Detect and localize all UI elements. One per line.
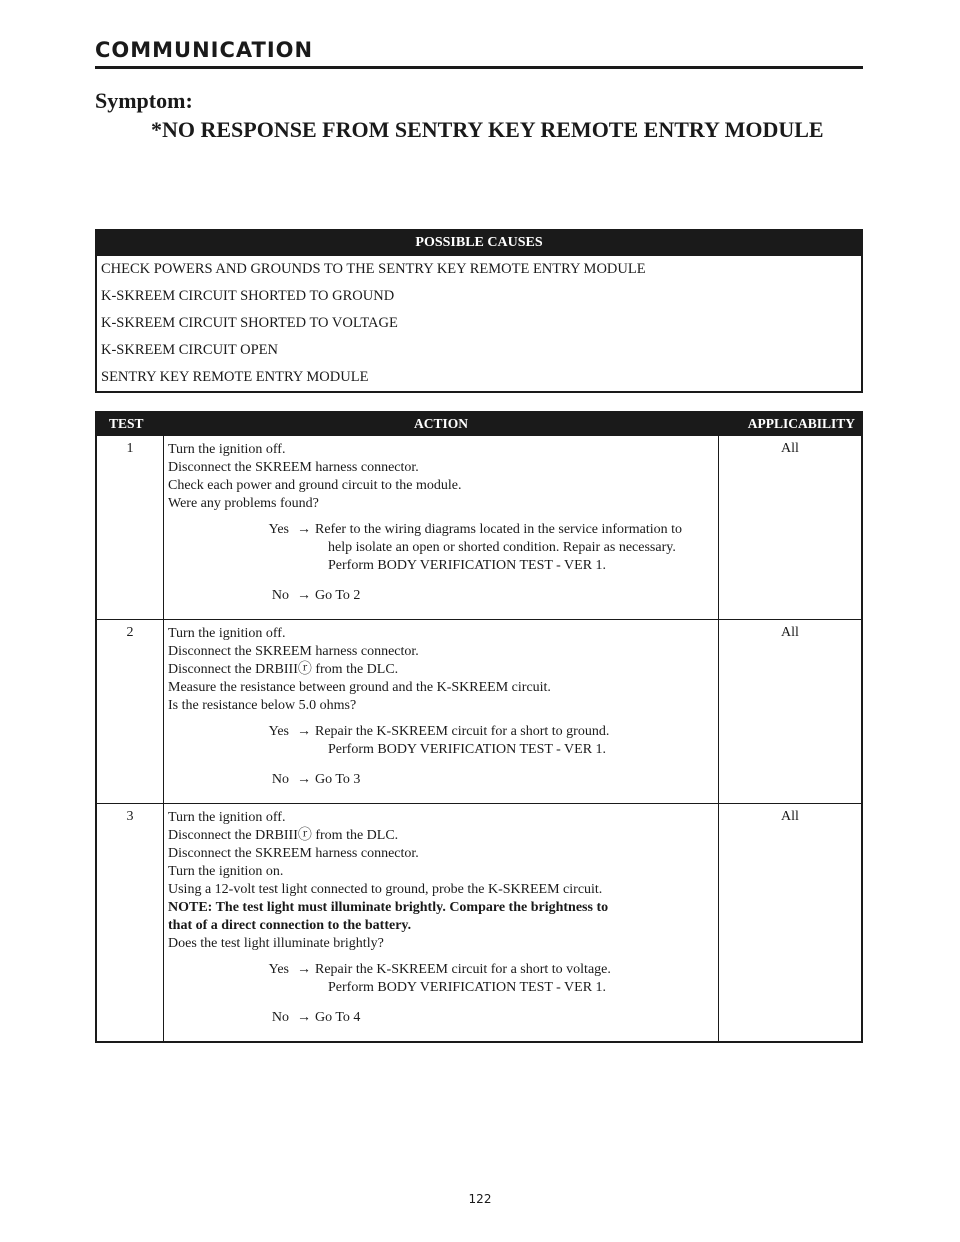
note-text: NOTE: The test light must illuminate brightly. Compare the brightness to xyxy=(168,900,609,915)
yes-response xyxy=(168,961,714,997)
yes-text: Repair the K-SKREEM circuit for a short to ground. xyxy=(315,724,610,739)
test-column-header: TEST xyxy=(109,416,144,431)
action-step: Turn the ignition off. xyxy=(168,626,286,641)
action-step: Disconnect the SKREEM harness connector. xyxy=(168,846,419,861)
test-row xyxy=(97,619,861,803)
test-number: 2 xyxy=(126,625,134,640)
cause-item: SENTRY KEY REMOTE ENTRY MODULE xyxy=(101,369,369,385)
yes-label: Yes xyxy=(268,724,289,739)
no-response xyxy=(168,771,714,789)
test-action xyxy=(163,620,719,803)
possible-causes-table xyxy=(95,229,863,393)
action-step: Disconnect the SKREEM harness connector. xyxy=(168,460,419,475)
test-row xyxy=(97,436,861,619)
page-number: 122 xyxy=(468,1192,492,1206)
action-question: Were any problems found? xyxy=(168,496,319,511)
test-action xyxy=(163,436,719,619)
action-step: Using a 12-volt test light connected to ground, probe the K-SKREEM circuit. xyxy=(168,882,603,897)
arrow-right-icon: → xyxy=(297,522,311,537)
action-step: Turn the ignition off. xyxy=(168,810,286,825)
yes-response xyxy=(168,521,714,575)
symptom-label: Symptom: xyxy=(95,88,193,113)
cause-item: K-SKREEM CIRCUIT SHORTED TO GROUND xyxy=(101,288,395,304)
cause-item: K-SKREEM CIRCUIT SHORTED TO VOLTAGE xyxy=(101,315,398,331)
yes-label: Yes xyxy=(268,522,289,537)
action-question: Is the resistance below 5.0 ohms? xyxy=(168,698,357,713)
no-text: Go To 3 xyxy=(315,772,361,787)
arrow-right-icon: → xyxy=(297,772,311,787)
arrow-right-icon: → xyxy=(297,1010,311,1025)
yes-text: Perform BODY VERIFICATION TEST - VER 1. xyxy=(328,980,607,995)
arrow-right-icon: → xyxy=(297,724,311,739)
yes-label: Yes xyxy=(268,962,289,977)
test-applicability: All xyxy=(781,809,799,824)
no-label: No xyxy=(271,1010,289,1025)
action-step: Disconnect the DRBIIIⓡ from the DLC. xyxy=(168,662,399,677)
test-table xyxy=(95,411,863,1043)
yes-text: Repair the K-SKREEM circuit for a short to voltage. xyxy=(315,962,611,977)
arrow-right-icon: → xyxy=(297,588,311,603)
possible-causes-header: POSSIBLE CAUSES xyxy=(97,229,861,256)
test-applicability: All xyxy=(781,625,799,640)
note-text: that of a direct connection to the battery. xyxy=(168,918,412,933)
no-label: No xyxy=(271,588,289,603)
test-number: 3 xyxy=(126,809,134,824)
applicability-column-header: APPLICABILITY xyxy=(747,416,855,431)
test-table-header xyxy=(97,411,861,436)
no-label: No xyxy=(271,772,289,787)
yes-text: Perform BODY VERIFICATION TEST - VER 1. xyxy=(328,742,607,757)
arrow-right-icon: → xyxy=(297,962,311,977)
action-step: Disconnect the SKREEM harness connector. xyxy=(168,644,419,659)
section-title: COMMUNICATION xyxy=(95,38,314,62)
yes-text: Refer to the wiring diagrams located in the service information to xyxy=(315,522,682,537)
test-action xyxy=(163,804,719,1041)
action-column-header: ACTION xyxy=(414,416,469,431)
action-step: Turn the ignition on. xyxy=(168,864,284,879)
no-text: Go To 2 xyxy=(315,588,361,603)
action-step: Measure the resistance between ground and the K-SKREEM circuit. xyxy=(168,680,551,695)
action-step: Turn the ignition off. xyxy=(168,442,286,457)
yes-text: help isolate an open or shorted condition. Repair as necessary. xyxy=(328,540,676,555)
section-header xyxy=(95,38,863,69)
action-question: Does the test light illuminate brightly? xyxy=(168,936,384,951)
yes-response xyxy=(168,723,714,759)
no-response xyxy=(168,1009,714,1027)
test-number: 1 xyxy=(126,441,134,456)
action-step: Check each power and ground circuit to the module. xyxy=(168,478,462,493)
action-step: Disconnect the DRBIIIⓡ from the DLC. xyxy=(168,828,399,843)
symptom-title: *NO RESPONSE FROM SENTRY KEY REMOTE ENTRY MODULE xyxy=(151,117,824,142)
cause-item: CHECK POWERS AND GROUNDS TO THE SENTRY KEY REMOTE ENTRY MODULE xyxy=(101,261,646,277)
no-text: Go To 4 xyxy=(315,1010,361,1025)
test-row xyxy=(97,803,861,1041)
test-applicability: All xyxy=(781,441,799,456)
no-response xyxy=(168,587,714,605)
yes-text: Perform BODY VERIFICATION TEST - VER 1. xyxy=(328,558,607,573)
cause-item: K-SKREEM CIRCUIT OPEN xyxy=(101,342,278,358)
